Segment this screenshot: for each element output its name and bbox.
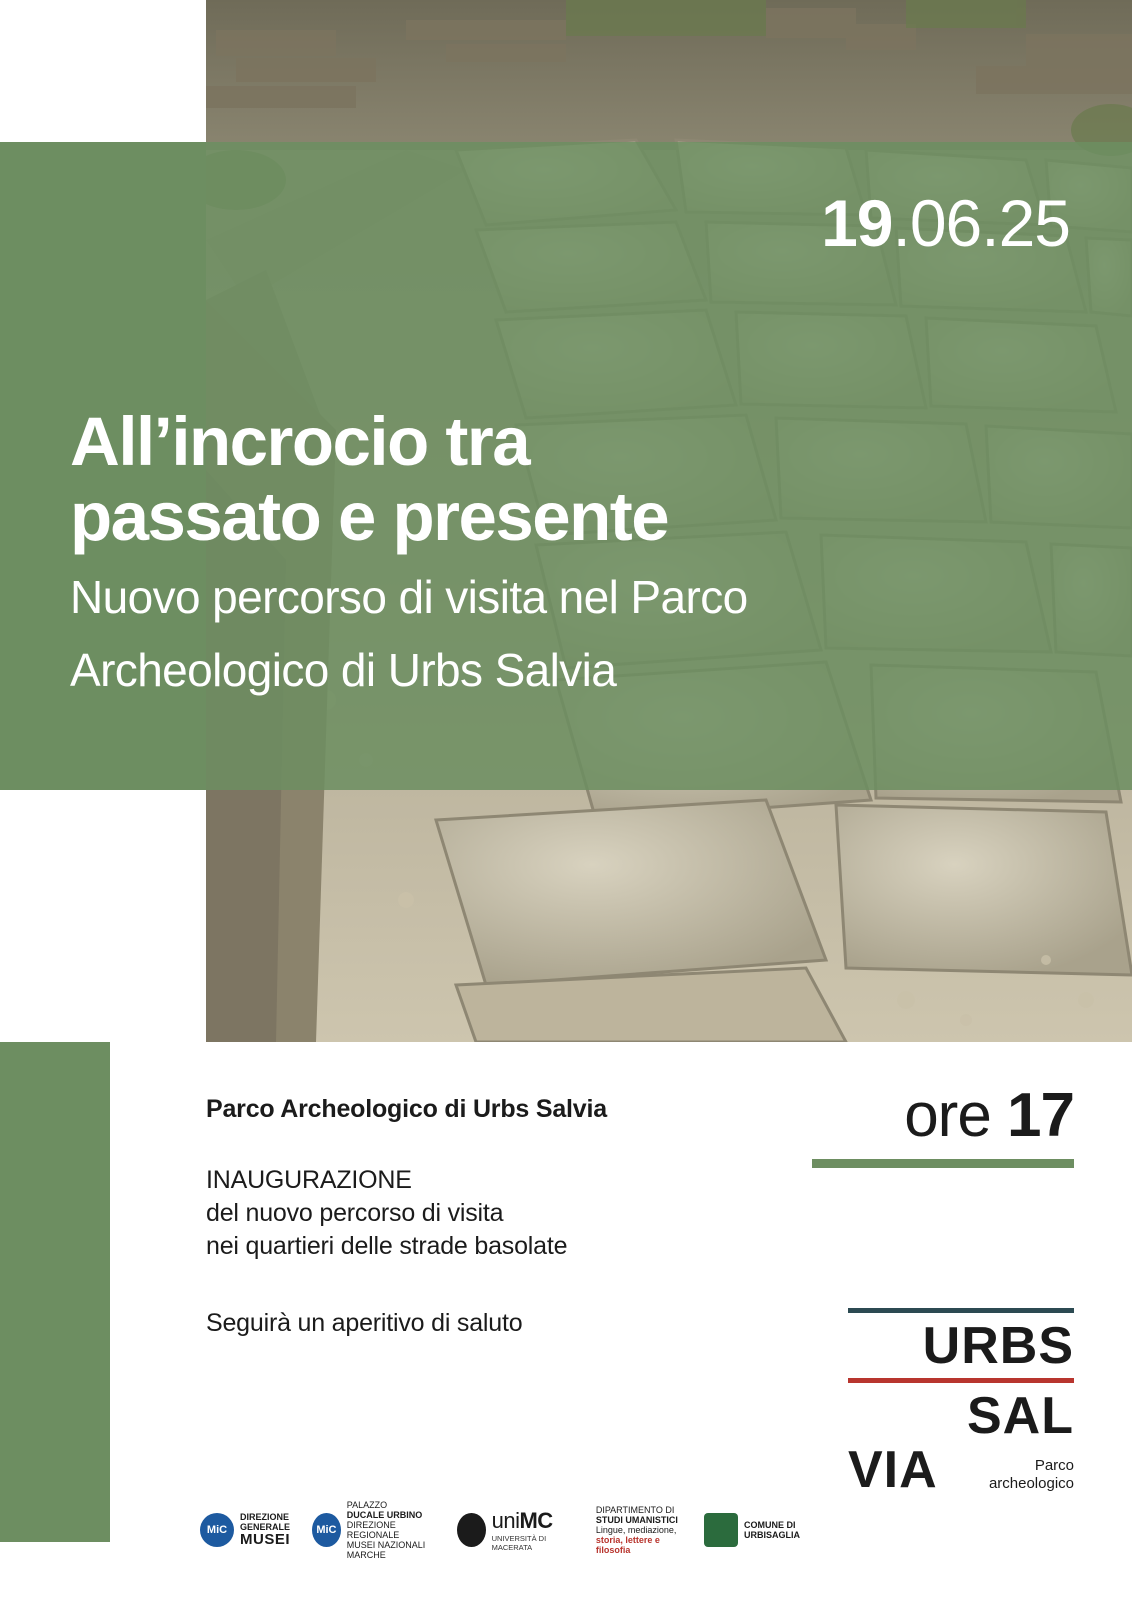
unimc-mc: MC xyxy=(519,1508,553,1534)
pdu-line-4: MUSEI NAZIONALI xyxy=(346,1540,426,1551)
logo-line-sal: SAL xyxy=(967,1386,1074,1445)
unimc-text xyxy=(492,1508,574,1552)
comune-line-1: COMUNE DI xyxy=(744,1520,796,1531)
pdu-line-2: DUCALE URBINO xyxy=(346,1510,423,1521)
dgm-line-1: DIREZIONE xyxy=(240,1511,290,1522)
town-crest-icon xyxy=(704,1513,738,1547)
logo-tagline-1: Parco xyxy=(1034,1457,1074,1475)
subtitle-line-1: Nuovo percorso di visita nel Parco xyxy=(70,571,748,624)
unimc-uni: uni xyxy=(491,1508,520,1534)
comune-line-2: URBISAGLIA xyxy=(744,1530,800,1541)
event-info-line-1: INAUGURAZIONE xyxy=(206,1166,412,1194)
urbs-salvia-logo xyxy=(848,1308,1074,1498)
logo-rule-mid xyxy=(848,1378,1074,1383)
event-time xyxy=(812,1081,1074,1150)
footer-logos xyxy=(200,1500,800,1560)
event-venue: Parco Archeologico di Urbs Salvia xyxy=(206,1095,607,1123)
logo-tagline-2: archeologico xyxy=(988,1474,1074,1492)
dsu-line-1: DIPARTIMENTO DI xyxy=(595,1505,675,1516)
event-info-line-3: nei quartieri delle strade basolate xyxy=(206,1232,568,1260)
logo-via-row xyxy=(848,1443,1074,1498)
mic-icon: MiC xyxy=(200,1513,234,1547)
unimc-icon xyxy=(457,1513,486,1547)
dsu-line-2: STUDI UMANISTICI xyxy=(595,1515,678,1526)
logo-comune-di-urbisaglia xyxy=(704,1513,800,1547)
event-date xyxy=(821,186,1070,260)
logo-direzione-generale-musei xyxy=(200,1512,290,1549)
logo-unimc xyxy=(457,1508,574,1552)
logo-text xyxy=(596,1505,682,1555)
logo-rule-top xyxy=(848,1308,1074,1313)
logo-dipartimento-studi-umanistici xyxy=(596,1505,682,1555)
logo-palazzo-ducale-urbino xyxy=(312,1500,435,1560)
unimc-wordmark xyxy=(492,1508,574,1534)
event-info-block xyxy=(206,1095,766,1338)
green-lower-block xyxy=(0,1042,110,1542)
dsu-line-4: storia, lettere e filosofia xyxy=(595,1535,660,1556)
event-time-block xyxy=(812,1081,1074,1168)
event-time-value: 17 xyxy=(1007,1081,1074,1150)
unimc-subtitle: UNIVERSITÀ DI MACERATA xyxy=(491,1534,547,1553)
event-date-day: 19 xyxy=(821,186,893,260)
dgm-line-3: MUSEI xyxy=(240,1530,291,1548)
title-line-2: passato e presente xyxy=(70,477,669,555)
logo-tagline xyxy=(989,1457,1074,1498)
event-info-line-2: del nuovo percorso di visita xyxy=(206,1199,504,1227)
event-info-note: Seguirà un aperitivo di saluto xyxy=(206,1309,523,1337)
logo-text xyxy=(240,1512,290,1549)
title-line-1: All’incrocio tra xyxy=(70,403,530,480)
logo-text xyxy=(347,1500,435,1560)
logo-line-urbs: URBS xyxy=(922,1317,1074,1375)
pdu-line-3: DIREZIONE REGIONALE xyxy=(346,1520,400,1541)
pdu-line-5: MARCHE xyxy=(346,1550,386,1561)
event-time-label: ore xyxy=(904,1081,991,1150)
pdu-line-1: PALAZZO xyxy=(346,1500,388,1510)
subtitle-line-2: Archeologico di Urbs Salvia xyxy=(70,643,617,696)
dgm-line-2: GENERALE xyxy=(240,1521,291,1532)
mic-icon: MiC xyxy=(312,1513,341,1547)
dsu-line-3: Lingue, mediazione, xyxy=(595,1525,677,1536)
event-date-rest: .06.25 xyxy=(892,186,1070,260)
time-underline xyxy=(812,1159,1074,1168)
logo-text xyxy=(744,1520,800,1540)
logo-line-via: VIA xyxy=(848,1441,938,1500)
title-block xyxy=(70,405,1080,700)
